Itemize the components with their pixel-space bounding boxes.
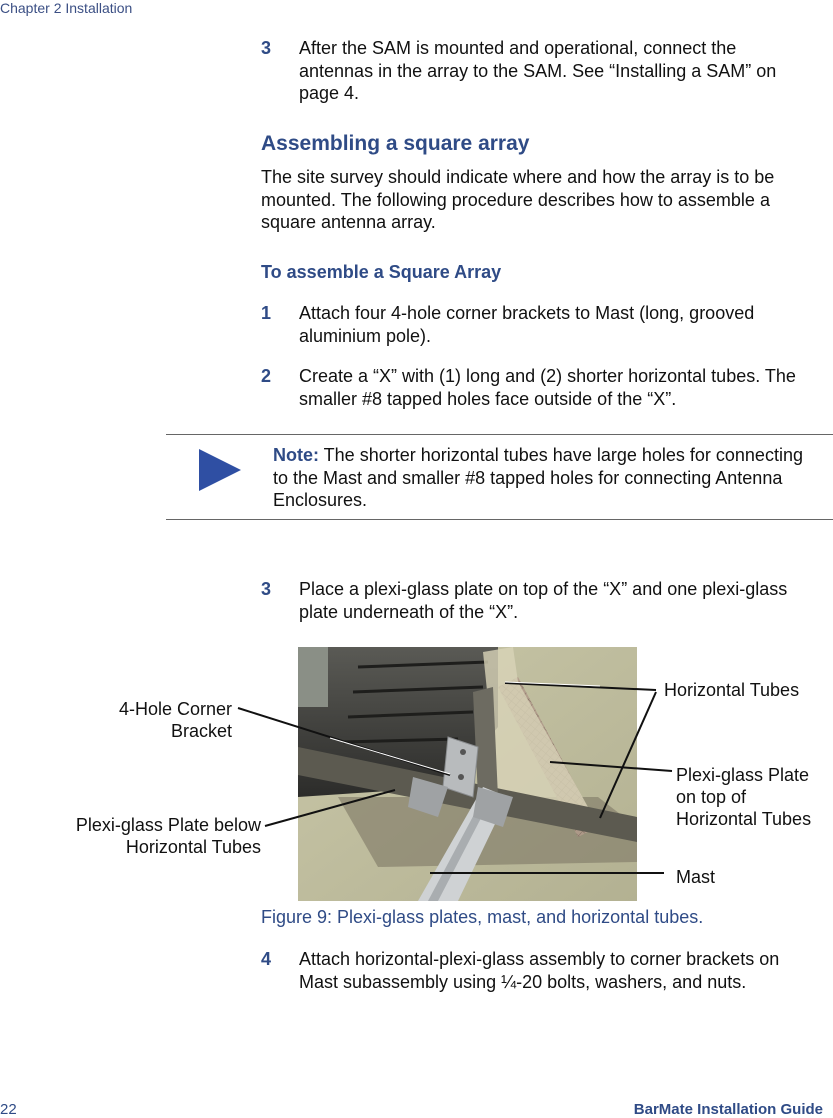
running-head: Chapter 2 Installation — [0, 0, 133, 16]
step-number: 2 — [261, 366, 272, 386]
callout-line: 4-Hole Corner — [118, 699, 232, 719]
step-number: 3 — [261, 579, 272, 599]
step-2 — [261, 365, 806, 433]
intro-step — [261, 37, 806, 105]
step-number: 3 — [261, 38, 272, 58]
callout-mast: Mast — [676, 867, 716, 887]
step-number: 1 — [261, 303, 272, 323]
step-text: Attach horizontal-plexi-glass assembly to corner brackets on Mast subassembly using ¼-20 bolts, washers, and nuts. — [299, 949, 780, 992]
callout-horizontal-tubes: Horizontal Tubes — [664, 680, 800, 700]
step-text: Create a “X” with (1) long and (2) shorter horizontal tubes. The smaller #8 tapped holes face outside of the “X”. — [299, 366, 796, 409]
note-label: Note: — [273, 445, 319, 465]
section-paragraph: The site survey should indicate where and how the array is to be mounted. The following procedure describes how to assemble a square antenna array. — [261, 167, 775, 232]
procedure-title: To assemble a Square Array — [261, 262, 502, 282]
cabinet-side — [298, 647, 328, 707]
callout-line: on top of — [676, 787, 747, 807]
callout-line: Horizontal Tubes — [125, 837, 261, 857]
section-title: Assembling a square array — [261, 132, 530, 155]
callout-line: Plexi-glass Plate below — [75, 815, 261, 835]
callout-line: Bracket — [170, 721, 232, 741]
step-4 — [261, 948, 806, 1016]
note-box — [273, 444, 813, 512]
callout-plate-below — [30, 814, 261, 858]
note-text: The shorter horizontal tubes have large holes for connecting to the Mast and smaller #8 tapped holes for connecting Antenna Enclosures. — [273, 445, 803, 510]
assembly-photo — [298, 647, 637, 901]
step-text: After the SAM is mounted and operational, connect the antennas in the array to the SAM. See “Installing a SAM” on page 4. — [299, 38, 777, 103]
step-3 — [261, 578, 806, 624]
guide-title: BarMate Installation Guide — [633, 1101, 823, 1118]
step-text: Place a plexi-glass plate on top of the “X” and one plexi-glass plate underneath of the “X”. — [299, 579, 788, 622]
note-bottom-rule — [166, 519, 833, 520]
callout-line: Plexi-glass Plate — [676, 765, 810, 785]
page-number: 22 — [0, 1101, 17, 1118]
callout-plate-top — [676, 764, 811, 830]
corner-bracket — [443, 737, 478, 797]
step-1 — [261, 302, 806, 348]
step-text: Attach four 4-hole corner brackets to Mast (long, grooved aluminium pole). — [299, 303, 755, 346]
note-top-rule — [166, 434, 833, 435]
callout-corner-bracket — [70, 698, 232, 742]
figure-caption: Figure 9: Plexi-glass plates, mast, and horizontal tubes. — [261, 907, 704, 927]
callout-line: Horizontal Tubes — [676, 809, 812, 829]
step-number: 4 — [261, 949, 272, 969]
note-arrow-icon — [199, 449, 241, 491]
